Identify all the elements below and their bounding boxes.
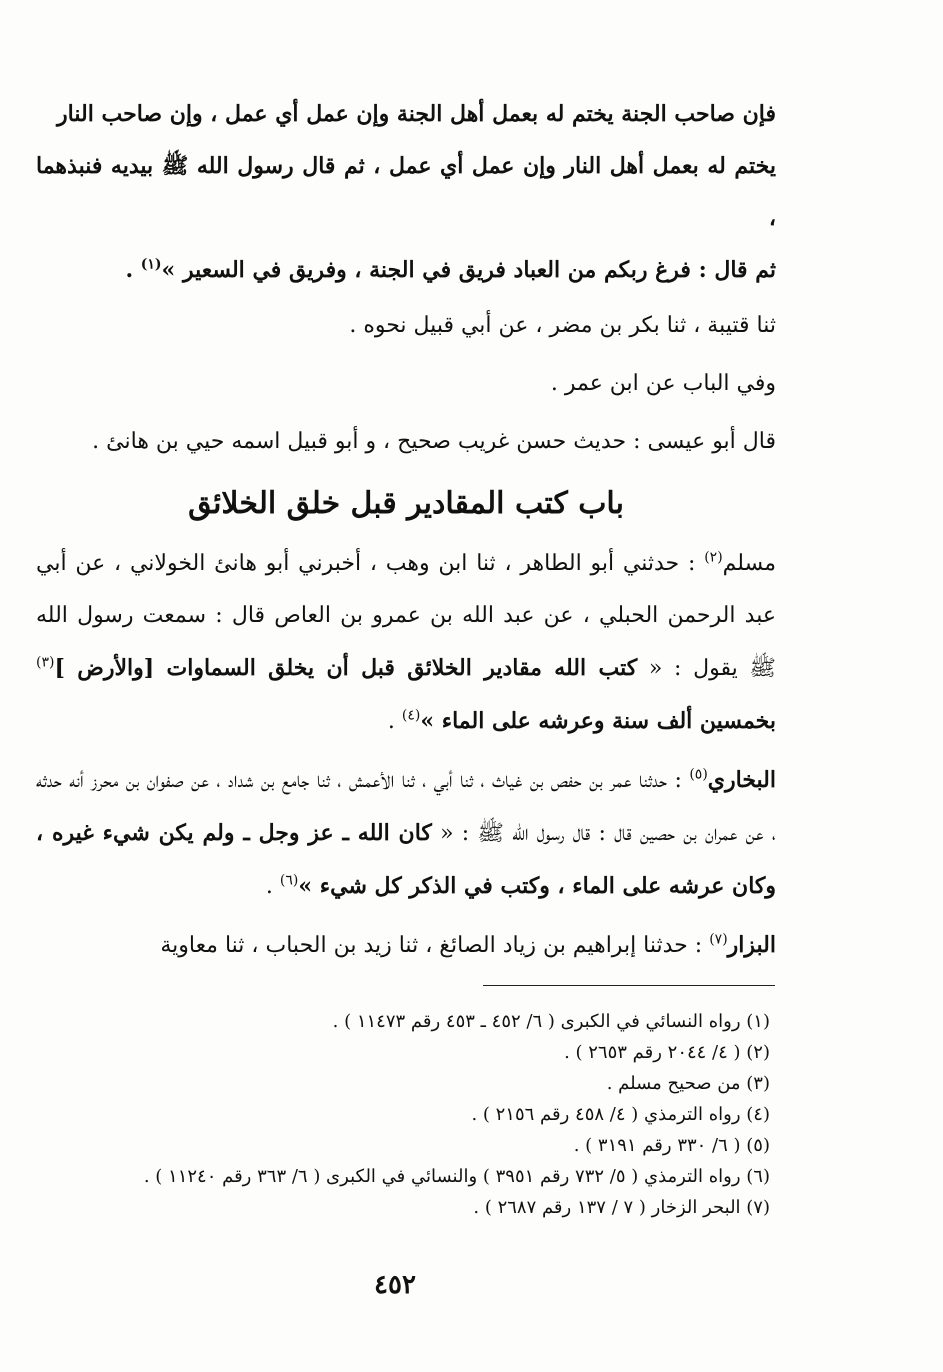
opening-line-3-end: . <box>125 257 141 283</box>
muslim-hadith-text-2: بخمسين ألف سنة وعرشه على الماء » <box>420 708 776 734</box>
opening-line-2: يختم له بعمل أهل النار وإن عمل أي عمل ، ثم قال رسول الله ﷺ بيديه فنبذهما ، <box>36 153 776 231</box>
footnote-ref-3: (٣) <box>36 654 55 671</box>
footnote-5: (٥) ( ٦/ ٣٣٠ رقم ٣١٩١ ) . <box>573 1135 770 1156</box>
footnote-3: (٣) من صحيح مسلم . <box>606 1073 770 1094</box>
abu-isa-comment: قال أبو عيسى : حديث حسن غريب صحيح ، و أبو قبيل اسمه حيي بن هانئ . <box>92 429 776 454</box>
chapter-heading: باب كتب المقادير قبل خلق الخلائق <box>188 486 624 521</box>
footnote-6: (٦) رواه الترمذي ( ٥/ ٧٣٢ رقم ٣٩٥١ ) والنسائي في الكبرى ( ٦/ ٣٦٣ رقم ١١٢٤٠ ) . <box>143 1166 770 1187</box>
footnote-ref-4: (٤) <box>401 707 421 724</box>
opening-line-3: ثم قال : فرغ ربكم من العباد فريق في الجنة ، وفريق في السعير » <box>161 257 776 283</box>
footnote-ref-6: (٦) <box>279 872 299 889</box>
bab-ibn-umar: وفي الباب عن ابن عمر . <box>550 371 776 396</box>
muslim-paragraph <box>36 538 776 748</box>
footnote-ref-7: (٧) <box>709 931 728 948</box>
footnote-ref-2: (٢) <box>704 549 723 566</box>
footnote-ref-5: (٥) <box>689 766 708 783</box>
opening-hadith-paragraph <box>36 88 776 296</box>
isnad-qutaybah: ثنا قتيبة ، ثنا بكر بن مضر ، عن أبي قبيل نحوه . <box>349 313 776 338</box>
bukhari-isnad: : حدثنا عمر بن حفص بن غياث ، ثنا أبي ، ثنا الأعمش ، ثنا جامع بن شداد ، عن صفوان بن محرز أنه حدثه ، عن عمران بن حصين قال : قال رسول الله ﷺ : « <box>36 768 776 846</box>
bukhari-paragraph <box>36 754 776 913</box>
footnote-1: (١) رواه النسائي في الكبرى ( ٦/ ٤٥٢ ـ ٤٥٣ رقم ١١٤٧٣ ) . <box>332 1011 770 1032</box>
muslim-hadith-text: كتب الله مقادير الخلائق قبل أن يخلق السماوات [والأرض ] <box>54 655 638 681</box>
bazzar-isnad: : حدثنا إبراهيم بن زياد الصائغ ، ثنا زيد بن الحباب ، ثنا معاوية <box>160 933 710 958</box>
footnotes <box>30 1006 770 1223</box>
footnote-2: (٢) ( ٤/ ٢٠٤٤ رقم ٢٦٥٣ ) . <box>564 1042 770 1063</box>
footnote-7: (٧) البحر الزخار ( ٧ / ١٣٧ رقم ٢٦٨٧ ) . <box>473 1197 770 1218</box>
opening-line-1: فإن صاحب الجنة يختم له بعمل أهل الجنة وإن عمل أي عمل ، وإن صاحب النار <box>57 101 776 127</box>
muslim-isnad: : حدثني أبو الطاهر ، ثنا ابن وهب ، أخبرني أبو هانئ الخولاني ، عن أبي عبد الرحمن الحبلي ، عن عبد الله بن عمرو بن العاص قال : سمعت رسول الله ﷺ يقول : « <box>36 551 776 681</box>
main-text <box>36 88 776 978</box>
muslim-source-name: مسلم <box>722 551 776 576</box>
footnote-divider <box>483 985 775 986</box>
bukhari-hadith-text: كان الله ـ عز وجل ـ ولم يكن شيء غيره ، وكان عرشه على الماء ، وكتب في الذكر كل شيء » <box>36 820 776 899</box>
bukhari-source-name: البخاري <box>707 767 776 793</box>
muslim-end: . <box>387 709 402 734</box>
bazzar-paragraph <box>36 919 776 972</box>
page-number: ٤٥٢ <box>374 1270 416 1300</box>
bazzar-source-name: البزار <box>727 932 776 958</box>
footnote-ref-1: (١) <box>140 256 162 273</box>
bukhari-end: . <box>265 874 280 899</box>
footnote-4: (٤) رواه الترمذي ( ٤/ ٤٥٨ رقم ٢١٥٦ ) . <box>471 1104 770 1125</box>
